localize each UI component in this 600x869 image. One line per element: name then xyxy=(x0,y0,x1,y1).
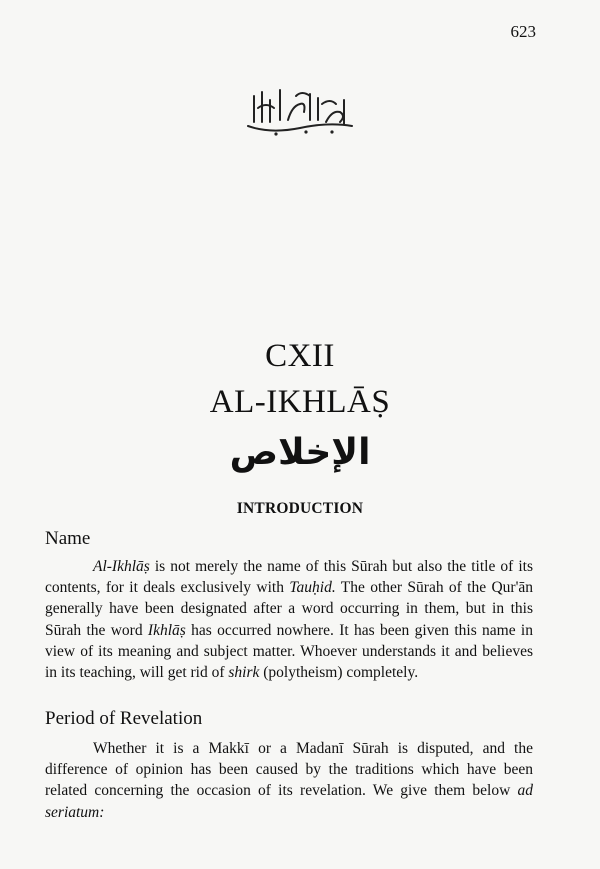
surah-arabic-title: الإخلاص xyxy=(229,432,371,473)
text-run: Whether it is a Makkī or a Madanī Sūrah is disputed, and the difference of opinion has been caused by the traditions which have been related concerning the occasion of its revelation. We give them below xyxy=(45,740,533,800)
text-run: is not merely the name of this Sūrah but also the title of its contents, for it deals exclusively with xyxy=(45,558,533,597)
italic-term: Ikhlāṣ xyxy=(147,621,186,639)
italic-term: shirk xyxy=(228,664,260,682)
name-section-heading: Name xyxy=(45,528,91,549)
text-run: The other Sūrah of the Qur'ān generally have been designated after a word occurring in them, but in this Sūrah the word xyxy=(45,579,533,639)
basmala-calligraphy-shape xyxy=(240,82,360,140)
italic-term: Tauḥid. xyxy=(289,579,336,597)
name-paragraph xyxy=(45,556,533,683)
period-section-heading: Period of Revelation xyxy=(45,708,203,729)
surah-title: AL-IKHLĀṢ xyxy=(209,384,391,420)
italic-term: Al-Ikhlāṣ xyxy=(93,558,150,575)
introduction-heading: INTRODUCTION xyxy=(236,500,364,517)
text-run: (polytheism) completely. xyxy=(259,664,419,682)
surah-number: CXII xyxy=(265,338,335,374)
period-paragraph xyxy=(45,738,533,823)
page-number: 623 xyxy=(510,22,536,41)
italic-term: ad seriatum: xyxy=(45,782,533,821)
text-run: has occurred nowhere. It has been given this name in view of its meaning and subject matter. Whoever understands it and believes in its teaching, will get rid of xyxy=(45,621,533,682)
basmala-calligraphy-icon xyxy=(240,82,360,140)
